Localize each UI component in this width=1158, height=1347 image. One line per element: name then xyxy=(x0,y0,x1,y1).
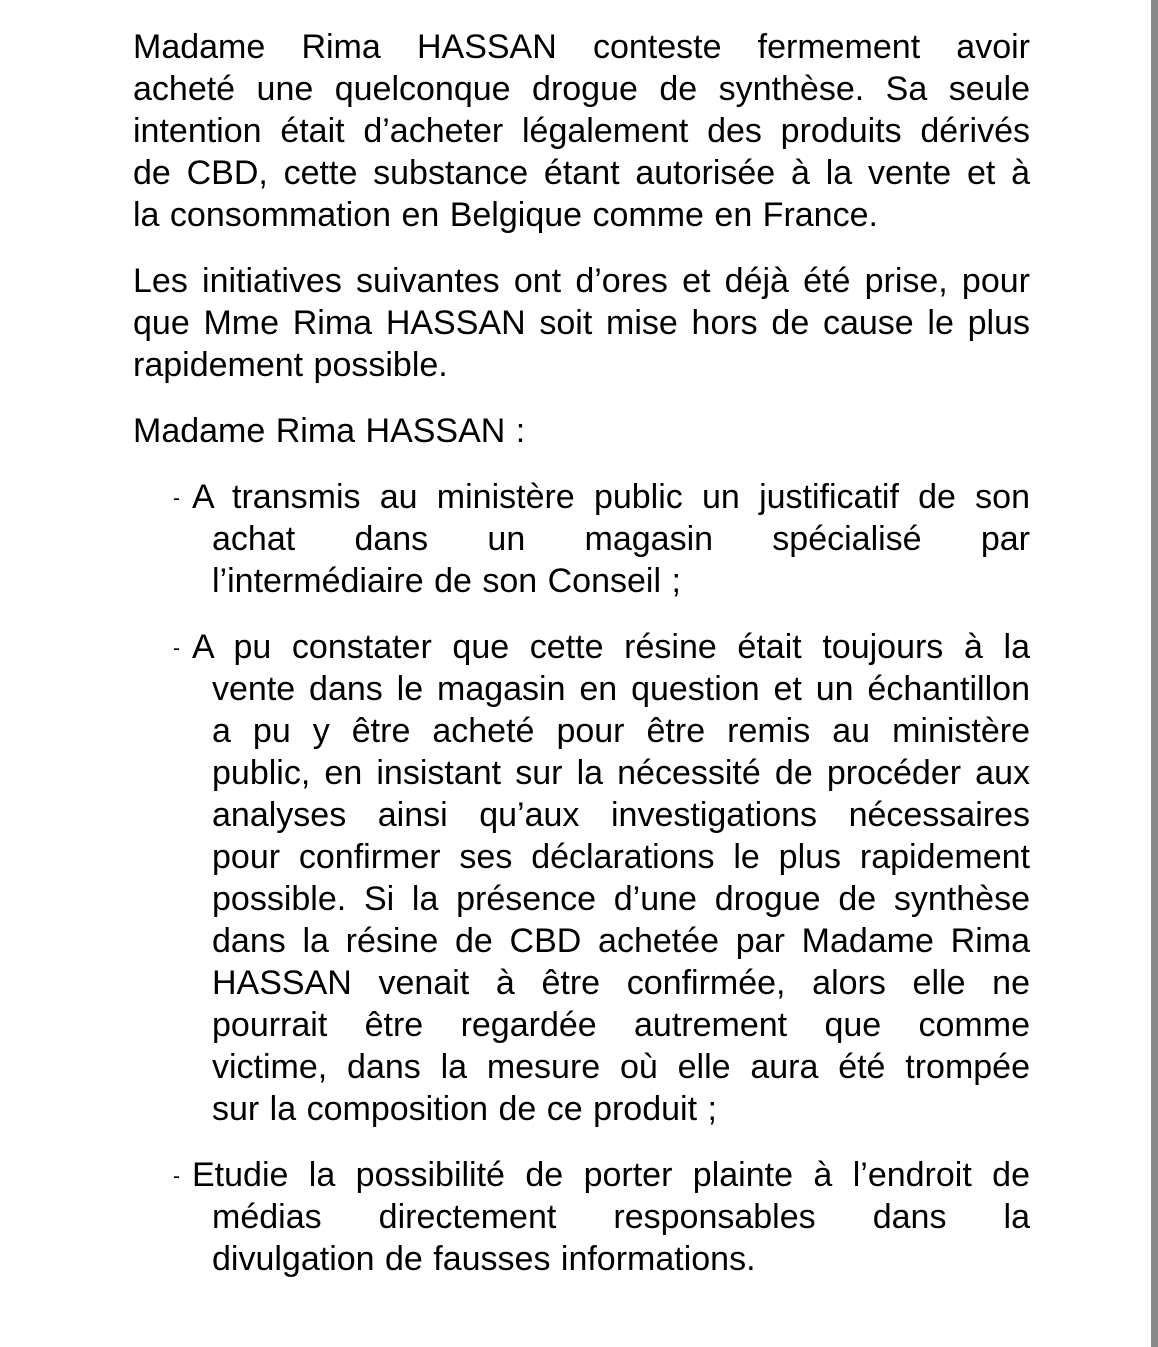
text-line: vente dans le magasin en question et un échantillon xyxy=(212,670,1030,708)
text-line: Les initiatives suivantes ont d’ores et déjà été prise, pour xyxy=(133,262,1030,300)
text-line: sur la composition de ce produit ; xyxy=(212,1090,717,1128)
text-line: la consommation en Belgique comme en France. xyxy=(133,196,878,234)
text-line: dans la résine de CBD achetée par Madame Rima xyxy=(212,922,1030,960)
text-line: rapidement possible. xyxy=(133,346,448,384)
text-line: pour confirmer ses déclarations le plus rapidement xyxy=(212,838,1030,876)
text-line: que Mme Rima HASSAN soit mise hors de cause le plus xyxy=(133,304,1030,342)
text-line: divulgation de fausses informations. xyxy=(212,1240,756,1278)
text-line: public, en insistant sur la nécessité de procéder aux xyxy=(212,754,1030,792)
text-line: A transmis au ministère public un justificatif de son - xyxy=(173,478,1030,516)
text-line: analyses ainsi qu’aux investigations nécessaires xyxy=(212,796,1030,834)
text-line: a pu y être acheté pour être remis au ministère xyxy=(212,712,1030,750)
text-line: médias directement responsables dans la xyxy=(212,1198,1030,1236)
text-line: victime, dans la mesure où elle aura été trompée xyxy=(212,1048,1030,1086)
paragraph xyxy=(133,410,1030,452)
text-line: achat dans un magasin spécialisé par xyxy=(212,520,1030,558)
text-line: Etudie la possibilité de porter plainte à l’endroit de - xyxy=(173,1156,1030,1194)
list-item xyxy=(133,626,1030,1130)
text-line: Madame Rima HASSAN conteste fermement avoir xyxy=(133,28,1030,66)
bullet-marker: - xyxy=(173,1165,180,1188)
text-line: de CBD, cette substance étant autorisée à la vente et à xyxy=(133,154,1030,192)
text-line: A pu constater que cette résine était toujours à la - xyxy=(173,628,1030,666)
text-line: l’intermédiaire de son Conseil ; xyxy=(212,562,681,600)
bullet-marker: - xyxy=(173,637,180,660)
text-line: pourrait être regardée autrement que comme xyxy=(212,1006,1030,1044)
paragraph xyxy=(133,26,1030,236)
page-gutter xyxy=(1151,0,1158,1347)
text-line: Madame Rima HASSAN : xyxy=(133,412,526,450)
paragraph xyxy=(133,260,1030,386)
text-line: possible. Si la présence d’une drogue de synthèse xyxy=(212,880,1030,918)
text-line: acheté une quelconque drogue de synthèse. Sa seule xyxy=(133,70,1030,108)
text-line: intention était d’acheter légalement des produits dérivés xyxy=(133,112,1030,150)
text-line: HASSAN venait à être confirmée, alors elle ne xyxy=(212,964,1030,1002)
list-item xyxy=(133,476,1030,602)
list-item xyxy=(133,1154,1030,1280)
bullet-marker: - xyxy=(173,487,180,510)
